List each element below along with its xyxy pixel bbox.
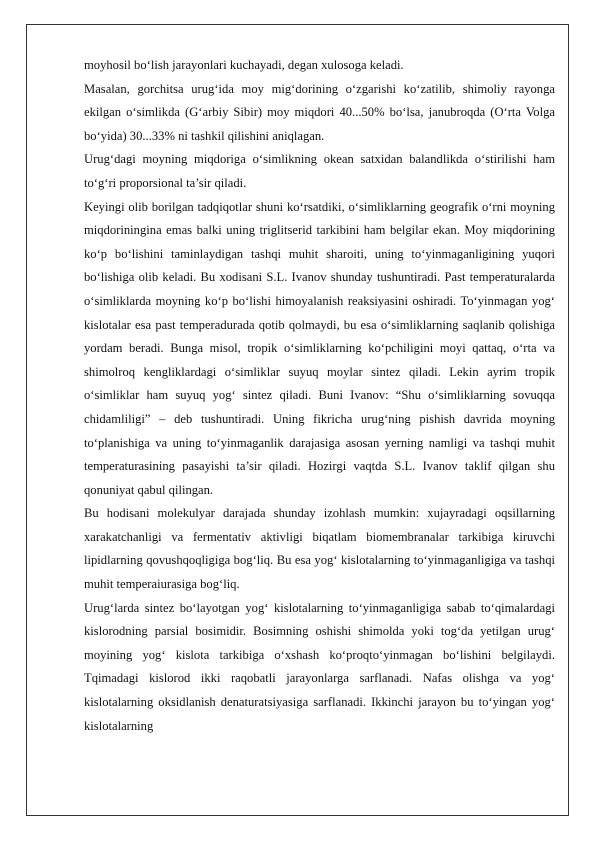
paragraph-3: Urug‘dagi moyning miqdoriga o‘simlikning okean satxidan balandlikda o‘stirilishi ham to‘g‘ri proporsional ta’sir qiladi. bbox=[84, 152, 555, 190]
paragraph-1: moyhosil bo‘lish jarayonlari kuchayadi, degan xulosoga keladi. bbox=[84, 58, 404, 72]
document-body bbox=[84, 54, 555, 738]
paragraph-2: Masalan, gorchitsa urug‘ida moy mig‘dorining o‘zgarishi ko‘zatilib, shimoliy rayonga ekilgan o‘simlikda (G‘arbiy Sibir) moy miqdori 40...50% bo‘lsa, janubroqda (O‘rta Volga bo‘yida) 30...33% ni tashkil qilishini aniqlagan. bbox=[84, 81, 555, 143]
paragraph-6: Urug‘larda sintez bo‘layotgan yog‘ kislotalarning to‘yinmaganligiga sabab to‘qimalardagi kislorodning parsial bosimidir. Bosimning oshishi shimolda yoki tog‘da yetilgan urug‘ moyining yog‘ kislota tarkibiga o‘xshash ko‘proqto‘yinmagan bo‘lishini belgilaydi. Tqimadagi kislorod ikki raqobatli jarayonlarga sarflanadi. Nafas olishga va yog‘ kislotalarning oksidlanish denaturatsiyasiga sarflanadi. Ikkinchi jarayon bu to‘yingan yog‘ kislotalarning bbox=[84, 600, 555, 733]
paragraph-5: Bu hodisani molekulyar darajada shunday izohlash mumkin: xujayradagi oqsillarning xarakatchanligi va fermentativ aktivligi biqatlam biomembranalar tarkibiga kiruvchi lipidlarning qovushqoqligiga bog‘liq. Bu esa yog‘ kislotalarning to‘yinmaganligiga va tashqi muhit temperaiurasiga bog‘liq. bbox=[84, 506, 555, 592]
paragraph-4: Keyingi olib borilgan tadqiqotlar shuni ko‘rsatdiki, o‘simliklarning geografik o‘rni moyning miqdoriningina emas balki uning triglitserid tarkibini ham belgilar ekan. Moy miqdorining ko‘p bo‘lishini taminlaydigan tashqi muhit sharoiti, uning to‘yinmaganligining yuqori bo‘lishiga olib keladi. Bu xodisani S.L. Ivanov shunday tushuntiradi. Past temperaturalarda o‘simliklarda moyning ko‘p bo‘lishi himoyalanish reaksiyasini oshiradi. To‘yinmagan yog‘ kislotalar esa past temperadurada qotib qolmaydi, bu esa o‘simliklarning saqlanib qolishiga yordam beradi. Bunga misol, tropik o‘simliklarning ko‘pchiligini moyi qattaq, o‘rta va shimolroq kengliklardagi o‘simliklar suyuq moylar sintez qiladi. Lekin ayrim tropik o‘simliklar ham suyuq yog‘ sintez qiladi. Buni Ivanov: “Shu o‘simliklarning sovuqqa chidamliligi” – deb tushuntiradi. Uning fikricha urug‘ning pishish davrida moyning to‘planishiga va uning to‘yinmaganlik darajasiga asosan yerning namligi va tashqi muhit temperaturasining pasayishi ta’sir qiladi. Hozirgi vaqtda S.L. Ivanov taklif qilgan shu qonuniyat qabul qilingan. bbox=[84, 199, 555, 497]
